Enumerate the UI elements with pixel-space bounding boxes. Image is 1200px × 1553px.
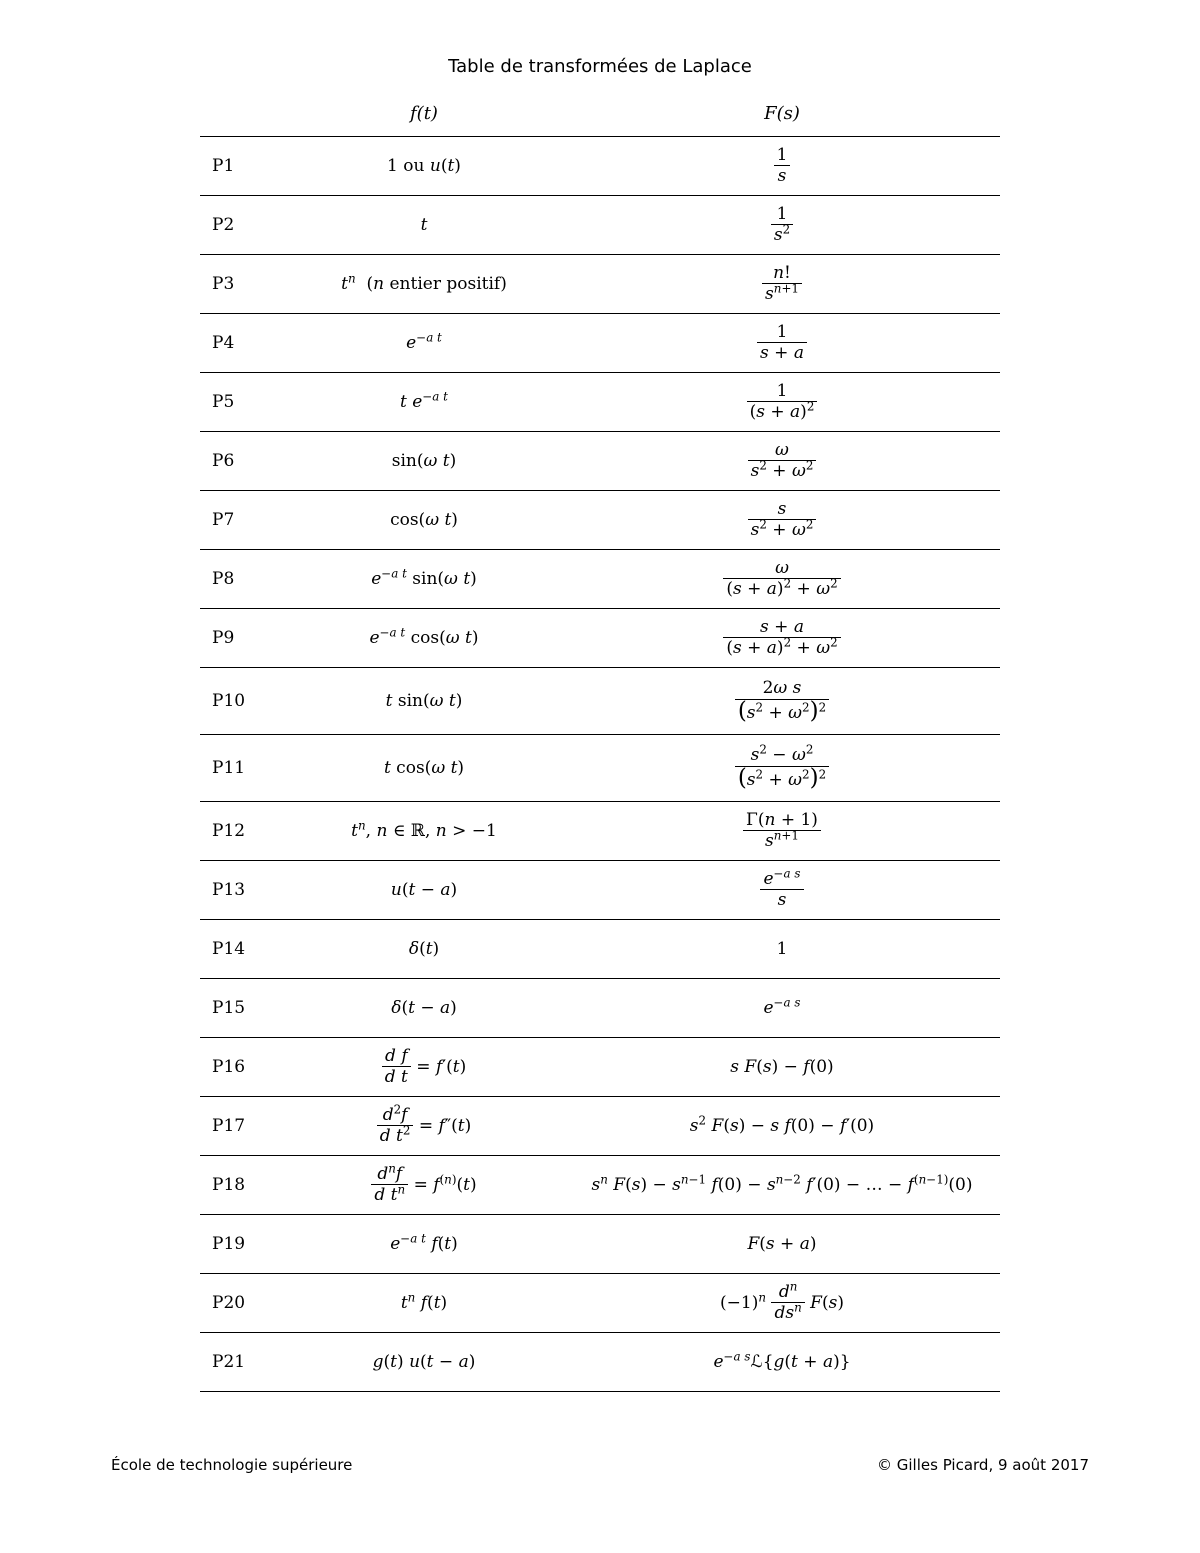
row-ft: $t^n$ (n entier positif): [284, 255, 564, 314]
table-row: [200, 1333, 1000, 1392]
table-row: [200, 735, 1000, 802]
row-ft: $e^{-a t}$ cos(ω t): [284, 609, 564, 668]
row-fs: $\frac{\omega}{(s + a)^2 + \omega^2}$: [564, 550, 1000, 609]
row-fs: $\frac{\text{2ω s}}{(s^2 + \omega^2)^2}$: [564, 668, 1000, 735]
row-ft: $\frac{\text{d f}}{\text{d t}}$ = f′(t): [284, 1038, 564, 1097]
row-id: P12: [200, 802, 284, 861]
row-ft: t sin(ω t): [284, 668, 564, 735]
row-fs: F(s + a): [564, 1215, 1000, 1274]
row-fs: $\frac{1}{s}$: [564, 137, 1000, 196]
row-id: P6: [200, 432, 284, 491]
row-ft: t $e^{-a t}$: [284, 373, 564, 432]
table-row: [200, 1038, 1000, 1097]
row-id: P3: [200, 255, 284, 314]
table-header: [200, 90, 1000, 137]
row-id: P14: [200, 920, 284, 979]
row-id: P2: [200, 196, 284, 255]
row-id: P15: [200, 979, 284, 1038]
row-fs: $\frac{s^2 - \omega^2}{(s^2 + \omega^2)^2}$: [564, 735, 1000, 802]
row-fs: $(-1)^n$ $\frac{d^n}{ds^n}$ F(s): [564, 1274, 1000, 1333]
row-id: P5: [200, 373, 284, 432]
header-fs: F(s): [764, 102, 800, 124]
row-id: P4: [200, 314, 284, 373]
row-id: P16: [200, 1038, 284, 1097]
table-row: [200, 802, 1000, 861]
table-row: [200, 491, 1000, 550]
table-row: [200, 1274, 1000, 1333]
row-ft: sin(ω t): [284, 432, 564, 491]
table-row: [200, 920, 1000, 979]
row-fs: $\frac{n!}{s^{n+1}}$: [564, 255, 1000, 314]
row-id: P17: [200, 1097, 284, 1156]
row-ft: t: [284, 196, 564, 255]
row-fs: $\frac{1}{(s + a)^2}$: [564, 373, 1000, 432]
row-ft: $e^{-a t}$: [284, 314, 564, 373]
footer-institution: École de technologie supérieure: [111, 1456, 353, 1474]
table-row: [200, 1097, 1000, 1156]
row-fs: $\frac{s + a}{(s + a)^2 + \omega^2}$: [564, 609, 1000, 668]
laplace-table: [200, 90, 1000, 1392]
table-row: [200, 861, 1000, 920]
row-ft: u(t − a): [284, 861, 564, 920]
table-row: [200, 1215, 1000, 1274]
row-fs: $e^{-a s}ℒ\{g(t + a)\}$: [564, 1333, 1000, 1392]
table-row: [200, 314, 1000, 373]
page-title: Table de transformées de Laplace: [448, 56, 752, 77]
row-ft: $e^{-a t}$ sin(ω t): [284, 550, 564, 609]
row-ft: g(t) u(t − a): [284, 1333, 564, 1392]
row-id: P8: [200, 550, 284, 609]
row-ft: 1 ou u(t): [284, 137, 564, 196]
row-ft: $e^{-a t}$ f(t): [284, 1215, 564, 1274]
row-fs: $s^2$ F(s) − s f(0) − f′(0): [564, 1097, 1000, 1156]
row-ft: $\frac{d^2f}{d t^2}$ = f″(t): [284, 1097, 564, 1156]
row-id: P13: [200, 861, 284, 920]
row-id: P11: [200, 735, 284, 802]
table-row: [200, 255, 1000, 314]
row-fs: $\frac{1}{s^2}$: [564, 196, 1000, 255]
row-fs: $e^{-a s}$: [564, 979, 1000, 1038]
row-fs: $\frac{\omega}{s^2 + \omega^2}$: [564, 432, 1000, 491]
table-row: [200, 609, 1000, 668]
row-fs: 1: [564, 920, 1000, 979]
table-row: [200, 196, 1000, 255]
row-ft: t cos(ω t): [284, 735, 564, 802]
table-row: [200, 373, 1000, 432]
row-ft: $t^n$ f(t): [284, 1274, 564, 1333]
table-row: [200, 432, 1000, 491]
row-fs: s F(s) − f(0): [564, 1038, 1000, 1097]
table-row: [200, 668, 1000, 735]
row-ft: $t^n$, n ∈ ℝ, n > −1: [284, 802, 564, 861]
table-row: [200, 1156, 1000, 1215]
row-fs: $\frac{e^{-a s}}{s}$: [564, 861, 1000, 920]
table-row: [200, 550, 1000, 609]
row-ft: cos(ω t): [284, 491, 564, 550]
row-fs: $s^n$ $F(s) - s^{n-1}$ $f(0) - s^{n-2}$ f′(0) − … − $f^{(n-1)}(0)$: [564, 1156, 1000, 1215]
row-id: P21: [200, 1333, 284, 1392]
row-id: P20: [200, 1274, 284, 1333]
row-ft: δ(t): [284, 920, 564, 979]
table-row: [200, 979, 1000, 1038]
row-ft: δ(t − a): [284, 979, 564, 1038]
row-id: P18: [200, 1156, 284, 1215]
row-id: P10: [200, 668, 284, 735]
table-row: [200, 137, 1000, 196]
header-ft: f(t): [410, 102, 438, 124]
row-id: P9: [200, 609, 284, 668]
row-id: P19: [200, 1215, 284, 1274]
row-fs: $\frac{\Gamma(n + 1)}{s^{n+1}}$: [564, 802, 1000, 861]
footer-copyright: © Gilles Picard, 9 août 2017: [877, 1456, 1089, 1474]
row-ft: $\frac{d^nf}{d t^n}$ = $f^{(n)}(t)$: [284, 1156, 564, 1215]
row-id: P7: [200, 491, 284, 550]
header-id: [200, 90, 284, 137]
row-fs: $\frac{1}{s + a}$: [564, 314, 1000, 373]
row-fs: $\frac{s}{s^2 + \omega^2}$: [564, 491, 1000, 550]
row-id: P1: [200, 137, 284, 196]
